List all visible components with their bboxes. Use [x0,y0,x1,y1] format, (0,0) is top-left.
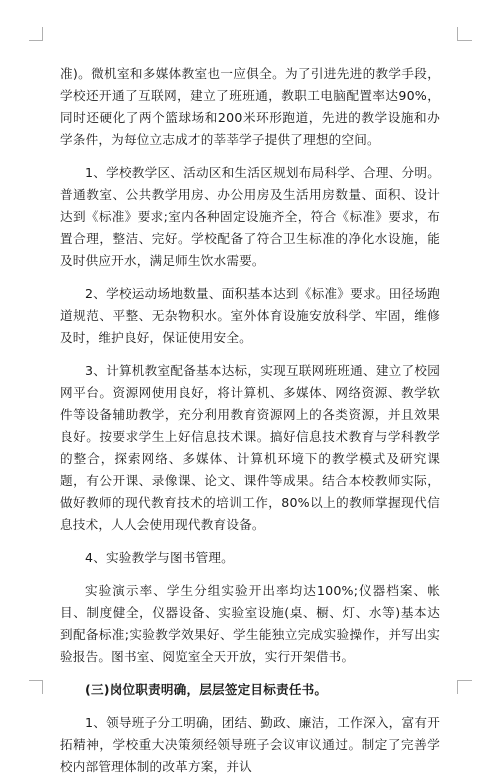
crop-mark-bottom-right-vertical [457,680,458,694]
paragraph-lab-library-details: 实验演示率、学生分组实验开出率均达100%;仪器档案、帐目、制度健全，仪器设备、实验室设施(桌、橱、灯、水等)基本达到配备标准;实验教学效果好、学生能独立完成实验操作，并写出实验报告。图书室、阅览室全天开放，实行开架借书。 [60,583,440,664]
document-body [60,63,440,778]
paragraph-facilities-continued: 准)。微机室和多媒体教室也一应俱全。为了引进先进的教学手段，学校还开通了互联网，建立了班班通，教职工电脑配置率达90%，同时还硬化了两个篮球场和200米环形跑道，先进的教学设施和办学条件，为每位立志成才的莘莘学子提供了理想的空间。 [60,66,440,147]
crop-mark-top-right-vertical [457,27,458,41]
paragraph-leadership: 1、领导班子分工明确，团结、勤政、廉洁，工作深入，富有开拓精神，学校重大决策须经领导班子会议审议通过。制定了完善学校内部管理体制的改革方案，并认 [60,715,440,774]
crop-mark-bottom-left-vertical [42,680,43,694]
section-heading-responsibilities: (三)岗位职责明确，层层签定目标责任书。 [85,682,328,697]
paragraph-campus-layout: 1、学校教学区、活动区和生活区规划布局科学、合理、分明。普通教室、公共教学用房、办公用房及生活用房数量、面积、设计达到《标准》要求;室内各种固定设施齐全，符合《标准》要求，布置合理，整洁、完好。学校配备了符合卫生标准的净化水设施，能及时供应开水，满足师生饮水需要。 [60,165,440,268]
paragraph-sports-grounds: 2、学校运动场地数量、面积基本达到《标准》要求。田径场跑道规范、平整、无杂物积水。室外体育设施安放科学、牢固，维修及时，维护良好，保证使用安全。 [60,286,440,345]
crop-mark-bottom-right-horizontal [458,680,472,681]
paragraph-computer-rooms: 3、计算机教室配备基本达标，实现互联网班班通、建立了校园网平台。资源网使用良好，将计算机、多媒体、网络资源、教学软件等设备辅助教学，充分利用教育资源网上的各类资源，并且效果良好。按要求学生上好信息技术课。搞好信息技术教育与学科教学的整合，探索网络、多媒体、计算机环境下的教学模式及研究课题，有公开课、录像课、论文、课件等成果。结合本校教师实际，做好教师的现代教育技术的培训工作，80%以上的教师掌握现代信息技术，人人会使用现代教育设备。 [60,363,440,532]
crop-mark-top-right-horizontal [458,40,472,41]
crop-mark-top-left-vertical [42,27,43,41]
crop-mark-bottom-left-horizontal [29,680,43,681]
paragraph-lab-library-heading: 4、实验教学与图书管理。 [85,550,234,565]
crop-mark-top-left-horizontal [29,40,43,41]
